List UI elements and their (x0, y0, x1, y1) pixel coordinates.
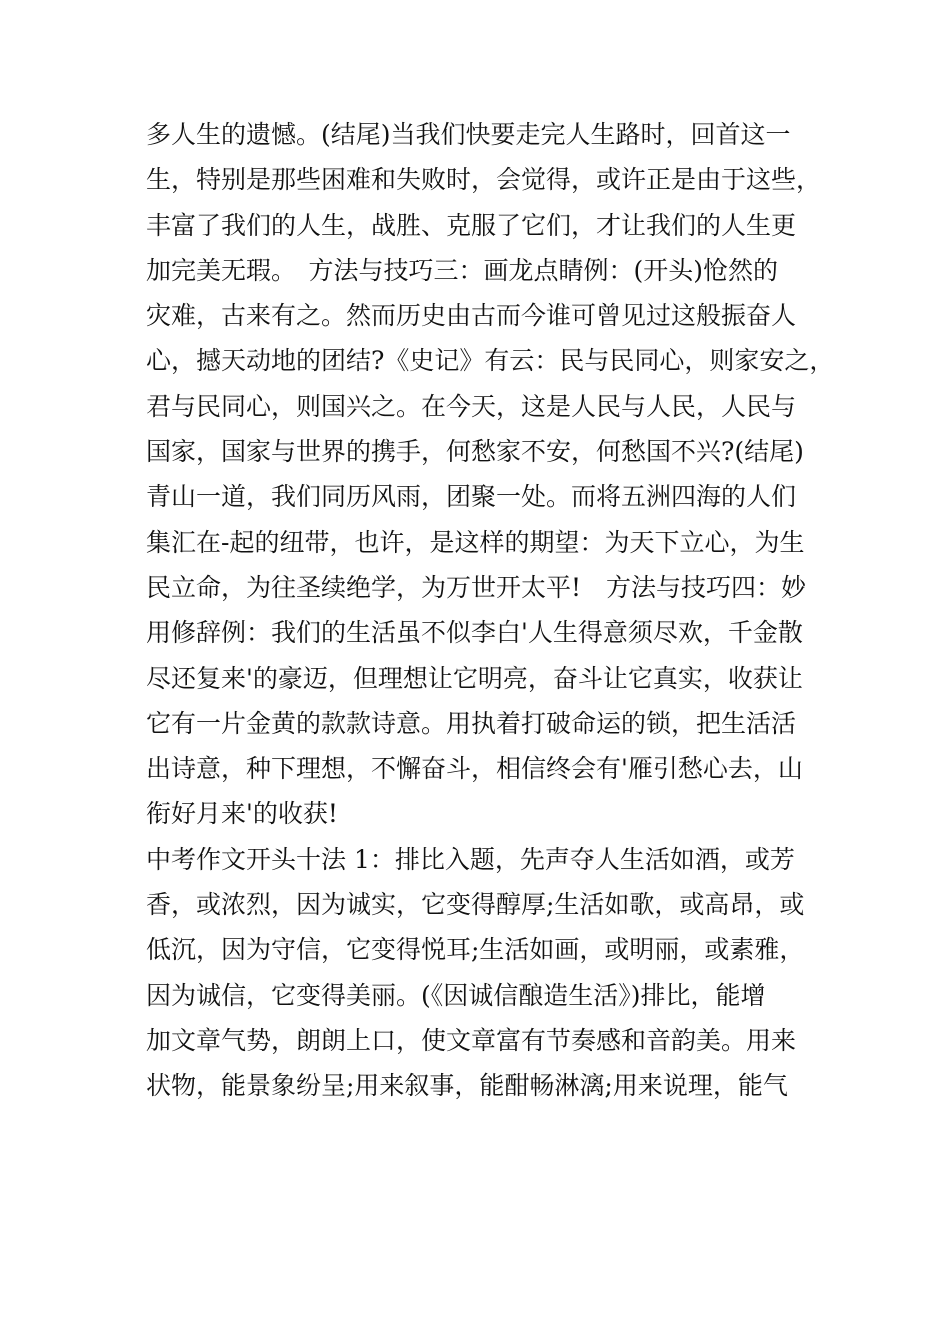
text-line-9: 青山一道，我们同历风雨，团聚一处。而将五洲四海的人们 (146, 482, 797, 512)
text-line-14: 它有一片金黄的款款诗意。用执着打破命运的锁，把生活活 (146, 708, 797, 738)
text-line-3: 丰富了我们的人生，战胜、克服了它们，才让我们的人生更 (146, 210, 797, 240)
text-line-7: 君与民同心，则国兴之。在今天，这是人民与人民，人民与 (146, 391, 797, 421)
body-text (146, 112, 835, 1109)
text-line-16: 衔好月来'的收获! (146, 799, 338, 829)
text-line-10: 集汇在-起的纽带，也许，是这样的期望：为天下立心，为生 (146, 527, 805, 557)
text-line-4: 加完美无瑕。 方法与技巧三：画龙点睛例：(开头)怆然的 (146, 255, 779, 285)
text-line-17: 中考作文开头十法 1：排比入题，先声夺人生活如酒，或芳 (146, 844, 795, 874)
text-line-1: 多人生的遗憾。(结尾)当我们快要走完人生路时，回首这一 (146, 120, 791, 149)
text-line-15: 出诗意，种下理想，不懈奋斗，相信终会有'雁引愁心去，山 (146, 754, 803, 784)
text-line-22: 状物，能景象纷呈;用来叙事，能酣畅淋漓;用来说理，能气 (146, 1071, 788, 1101)
text-line-12: 用修辞例：我们的生活虽不似李白'人生得意须尽欢，千金散 (146, 618, 803, 648)
text-line-18: 香，或浓烈，因为诚实，它变得醇厚;生活如歌，或高昂，或 (146, 890, 805, 920)
text-line-2: 生，特别是那些困难和失败时，会觉得，或许正是由于这些， (146, 165, 822, 195)
text-line-21: 加文章气势，朗朗上口，使文章富有节奏感和音韵美。用来 (146, 1025, 797, 1055)
text-line-11: 民立命，为往圣续绝学，为万世开太平! 方法与技巧四：妙 (146, 572, 807, 602)
text-line-8: 国家，国家与世界的携手，何愁家不安，何愁国不兴?(结尾) (146, 437, 804, 467)
text-line-19: 低沉，因为守信，它变得悦耳;生活如画，或明丽，或素雅， (146, 935, 805, 965)
text-line-13: 尽还复来'的豪迈，但理想让它明亮，奋斗让它真实，收获让 (146, 663, 803, 693)
text-line-5: 灾难，古来有之。然而历史由古而今谁可曾见过这般振奋人 (146, 301, 797, 331)
text-line-20: 因为诚信，它变得美丽。(《因诚信酿造生活》)排比，能增 (146, 980, 766, 1010)
text-line-6: 心，撼天动地的团结?《史记》有云：民与民同心，则家安之， (146, 346, 835, 376)
